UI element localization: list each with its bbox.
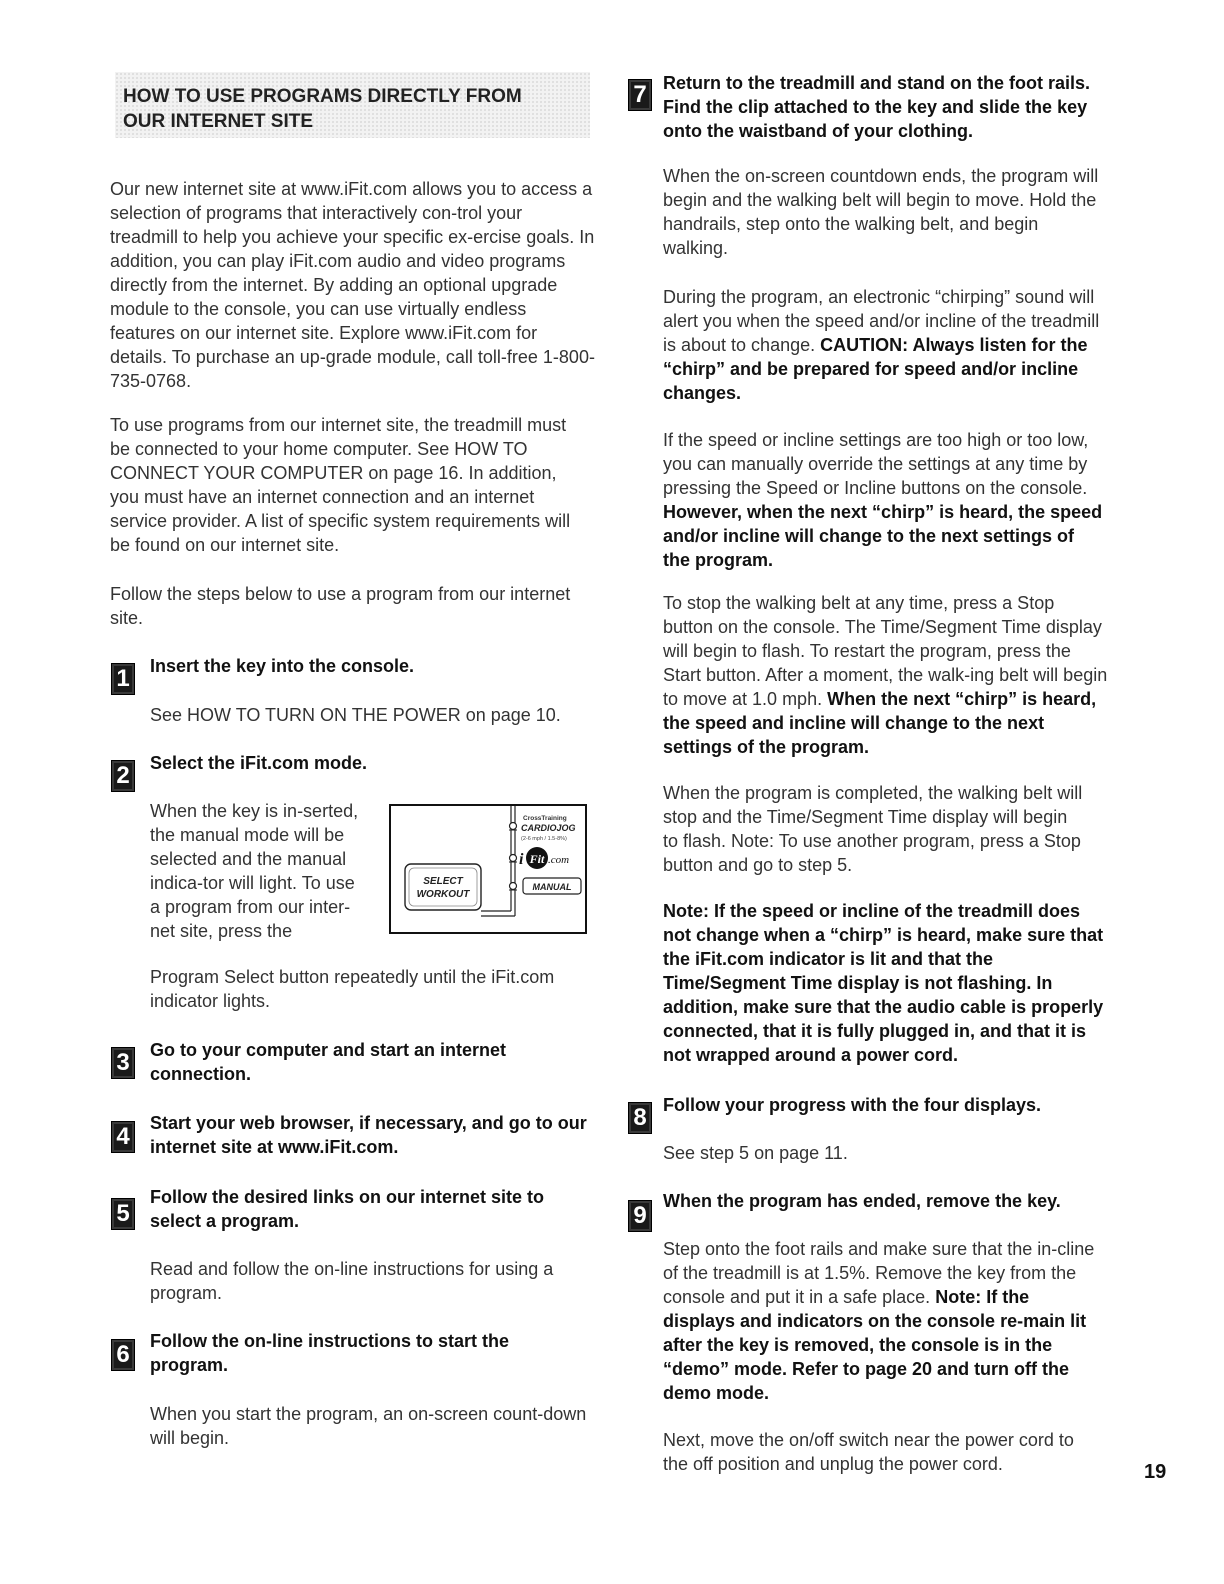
cardiojog-indicator-light [510, 823, 517, 830]
step-5-body: Read and follow the on-line instructions for using a program. [150, 1259, 554, 1303]
intro-paragraph-1: Our new internet site at www.iFit.com allows you to access a selection of programs that interactively con-trol your treadmill to help you achieve your specific ex-ercise goals. In addition, you can play iFit.com audio and video programs directly from the internet. By adding an optional upgrade module to the console, you can use virtually endless features on our internet site. Explore www.iFit.com for details. To purchase an up-grade module, call toll-free 1-800-735-0768. [110, 179, 595, 391]
select-workout-label-2: WORKOUT [416, 889, 470, 900]
step-7-paragraph-4-bold: When the next “chirp” is heard, the speed and incline will change to the next settings of the program. [663, 689, 1097, 757]
step-3-badge: 3 [111, 1047, 135, 1079]
step-7-heading: Return to the treadmill and stand on the foot rails. Find the clip attached to the key and slide the key onto the waistband of your clothing. [663, 73, 1091, 141]
step-9-heading: When the program has ended, remove the key. [663, 1191, 1061, 1211]
step-2-body-wrapped: When the key is in-serted, the manual mode will be selected and the manual indica-tor will light. To use a program from our inter-net site, press the [150, 801, 359, 941]
step-9-body-note: Note: If the displays and indicators on the console re-main lit after the key is removed, the console is in the “demo” mode. Refer to page 20 and turn off the demo mode. [663, 1287, 1087, 1403]
console-diagram-svg [391, 806, 585, 932]
section-heading-line-1: HOW TO USE PROGRAMS DIRECTLY FROM [123, 86, 522, 107]
step-2-heading: Select the iFit.com mode. [150, 753, 368, 773]
select-workout-button [405, 864, 481, 910]
manual-indicator-light [510, 883, 517, 890]
step-6-badge: 6 [111, 1339, 135, 1371]
cardiojog-range: (2-6 mph / 1.5-8%) [521, 836, 567, 842]
step-2-badge: 2 [111, 760, 135, 792]
console-diagram [389, 804, 587, 934]
step-7-paragraph-1: When the on-screen countdown ends, the program will begin and the walking belt will begin to move. Hold the handrails, step onto the walking belt, and begin walking. [663, 166, 1099, 258]
step-7-paragraph-5: When the program is completed, the walking belt will stop and the Time/Segment Time display will begin to flash. Note: To use another program, press a Stop button and go to step 5. [663, 783, 1083, 875]
step-6-body: When you start the program, an on-screen count-down will begin. [150, 1404, 587, 1448]
step-9-body-2: Next, move the on/off switch near the power cord to the off position and unplug the power cord. [663, 1430, 1074, 1474]
manual-label: MANUAL [532, 882, 572, 892]
step-7-paragraph-3-bold: However, when the next “chirp” is heard, the speed and/or incline will change to the next settings of the program. [663, 502, 1103, 570]
step-5-badge: 5 [111, 1198, 135, 1230]
step-7-badge: 7 [628, 79, 652, 111]
intro-paragraph-3: Follow the steps below to use a program from our internet site. [110, 584, 571, 628]
step-9-body [663, 1237, 1103, 1405]
step-8-badge: 8 [628, 1102, 652, 1134]
section-heading [123, 84, 583, 134]
ifit-indicator-light [510, 855, 517, 862]
step-7-paragraph-3-text: If the speed or incline settings are too high or too low, you can manually override the settings at any time by pressing the Speed or Incline buttons on the console. [663, 430, 1089, 498]
step-9-badge: 9 [628, 1200, 652, 1232]
step-7-paragraph-2 [663, 285, 1103, 405]
step-7-note: Note: If the speed or incline of the treadmill does not change when a “chirp” is heard, make sure that the iFit.com indicator is lit and that the Time/Segment Time display is not flashing. In addition, make sure that the audio cable is properly connected, that it is fully plugged in, and that it is not wrapped around a power cord. [663, 901, 1104, 1065]
step-7-paragraph-3 [663, 428, 1103, 572]
ifit-logo-suffix: .com [548, 854, 570, 866]
select-workout-label-1: SELECT [423, 876, 463, 887]
intro-paragraph-2: To use programs from our internet site, the treadmill must be connected to your home computer. See HOW TO CONNECT YOUR COMPUTER on page 16. In addition, you must have an internet connection and an internet service provider. A list of specific system requirements will be found on our internet site. [110, 415, 571, 555]
step-9-body-text: Step onto the foot rails and make sure that the in-cline of the treadmill is at 1.5%. Remove the key from the console and put it in a safe place. [663, 1239, 1095, 1307]
section-heading-line-2: OUR INTERNET SITE [123, 111, 314, 132]
ifit-logo-fit: Fit [529, 852, 545, 866]
step-3-heading: Go to your computer and start an internet connection. [150, 1040, 507, 1084]
page-number: 19 [1144, 1461, 1167, 1483]
step-8-body: See step 5 on page 11. [663, 1143, 848, 1163]
step-1-badge: 1 [111, 663, 135, 695]
step-8-heading: Follow your progress with the four displays. [663, 1095, 1042, 1115]
step-7-caution: CAUTION: Always listen for the “chirp” and be prepared for speed and/or incline changes. [663, 335, 1088, 403]
cardiojog-label: CARDIOJOG [521, 823, 576, 833]
ifit-logo-i: i [519, 851, 524, 868]
step-1-heading: Insert the key into the console. [150, 656, 415, 676]
step-7-paragraph-4 [663, 591, 1108, 759]
step-7-paragraph-2-text: During the program, an electronic “chirping” sound will alert you when the speed and/or incline of the treadmill is about to change. [663, 287, 1100, 355]
step-2-body: Program Select button repeatedly until the iFit.com indicator lights. [150, 967, 555, 1011]
step-4-heading: Start your web browser, if necessary, and go to our internet site at www.iFit.com. [150, 1113, 587, 1157]
step-1-body: See HOW TO TURN ON THE POWER on page 10. [150, 705, 561, 725]
step-6-heading: Follow the on-line instructions to start the program. [150, 1331, 509, 1375]
step-4-badge: 4 [111, 1121, 135, 1153]
step-5-heading: Follow the desired links on our internet site to select a program. [150, 1187, 545, 1231]
step-7-paragraph-4-text: To stop the walking belt at any time, press a Stop button on the console. The Time/Segment Time display will begin to flash. To restart the program, press the Start button. After a moment, the walk-ing belt will begin to move at 1.0 mph. [663, 593, 1108, 709]
crosstraining-label: CrossTraining [523, 815, 567, 822]
